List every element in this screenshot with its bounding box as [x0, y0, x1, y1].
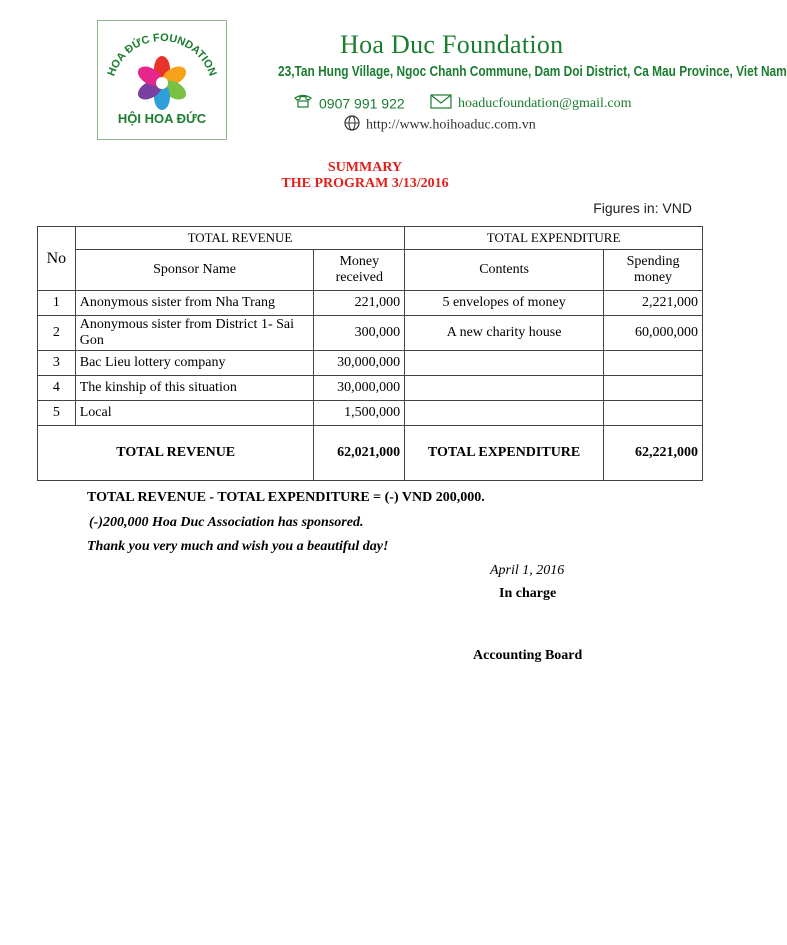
website-url: http://www.hoihoaduc.com.vn	[366, 117, 536, 133]
cell-no: 4	[38, 376, 76, 401]
cell-sponsor: The kinship of this situation	[75, 376, 314, 401]
summary-table	[37, 226, 703, 481]
table-row	[38, 316, 703, 351]
cell-money: 221,000	[314, 291, 405, 316]
summary-title-line1: SUMMARY	[327, 160, 403, 175]
total-expenditure-value: 62,221,000	[604, 426, 703, 481]
col-no-header: No	[38, 227, 76, 291]
total-expenditure-label: TOTAL EXPENDITURE	[405, 426, 604, 481]
cell-no: 3	[38, 351, 76, 376]
total-revenue-label: TOTAL REVENUE	[38, 426, 314, 481]
expenditure-header: TOTAL EXPENDITURE	[405, 227, 703, 250]
col-sponsor-header: Sponsor Name	[75, 250, 314, 291]
cell-sponsor: Bac Lieu lottery company	[75, 351, 314, 376]
cell-sponsor: Anonymous sister from District 1- Sai Gon	[75, 316, 314, 351]
website-contact	[344, 115, 536, 136]
cell-contents: A new charity house	[405, 316, 604, 351]
summary-title-line2: THE PROGRAM 3/13/2016	[281, 176, 449, 191]
table-row	[38, 351, 703, 376]
in-charge-label: In charge	[499, 586, 557, 601]
balance-note: TOTAL REVENUE - TOTAL EXPENDITURE = (-) VND 200,000.	[87, 490, 485, 505]
cell-contents	[405, 401, 604, 426]
accounting-board-label: Accounting Board	[473, 648, 583, 663]
thanks-note: Thank you very much and wish you a beautiful day!	[87, 539, 389, 554]
cell-spending: 60,000,000	[604, 316, 703, 351]
cell-contents: 5 envelopes of money	[405, 291, 604, 316]
col-money-header: Money received	[314, 250, 405, 291]
cell-sponsor: Local	[75, 401, 314, 426]
summary-title	[0, 160, 730, 192]
table-column-header	[38, 250, 703, 291]
col-spending-header: Spending money	[604, 250, 703, 291]
globe-icon	[344, 115, 360, 136]
cell-contents	[405, 376, 604, 401]
cell-spending	[604, 376, 703, 401]
cell-spending	[604, 401, 703, 426]
table-total-row	[38, 426, 703, 481]
logo-bottom-text: HỘI HOA ĐỨC	[117, 111, 207, 126]
foundation-logo	[97, 20, 227, 140]
org-address: 23,Tan Hung Village, Ngoc Chanh Commune, Dam Doi District, Ca Mau Province, Viet Nam	[278, 64, 787, 80]
signature-date: April 1, 2016	[490, 563, 565, 578]
figures-in-unit: Figures in: VND	[593, 200, 692, 216]
total-revenue-value: 62,021,000	[314, 426, 405, 481]
cell-no: 2	[38, 316, 76, 351]
cell-money: 1,500,000	[314, 401, 405, 426]
cell-money: 30,000,000	[314, 376, 405, 401]
email-address: hoaducfoundation@gmail.com	[458, 96, 632, 111]
cell-money: 30,000,000	[314, 351, 405, 376]
cell-spending	[604, 351, 703, 376]
table-row	[38, 376, 703, 401]
logo-arc-text: HOA ĐỨC FOUNDATION	[105, 31, 219, 78]
cell-no: 1	[38, 291, 76, 316]
mail-icon	[430, 94, 452, 114]
revenue-header: TOTAL REVENUE	[75, 227, 404, 250]
org-name: Hoa Duc Foundation	[340, 30, 564, 59]
cell-no: 5	[38, 401, 76, 426]
cell-money: 300,000	[314, 316, 405, 351]
phone-contact	[293, 94, 405, 113]
cell-contents	[405, 351, 604, 376]
cell-sponsor: Anonymous sister from Nha Trang	[75, 291, 314, 316]
table-group-header	[38, 227, 703, 250]
table-row	[38, 401, 703, 426]
table-row	[38, 291, 703, 316]
phone-icon	[293, 94, 313, 113]
email-contact	[430, 94, 631, 114]
phone-number: 0907 991 922	[319, 95, 405, 112]
cell-spending: 2,221,000	[604, 291, 703, 316]
col-contents-header: Contents	[405, 250, 604, 291]
sponsored-note: (-)200,000 Hoa Duc Association has sponsored.	[89, 515, 364, 530]
